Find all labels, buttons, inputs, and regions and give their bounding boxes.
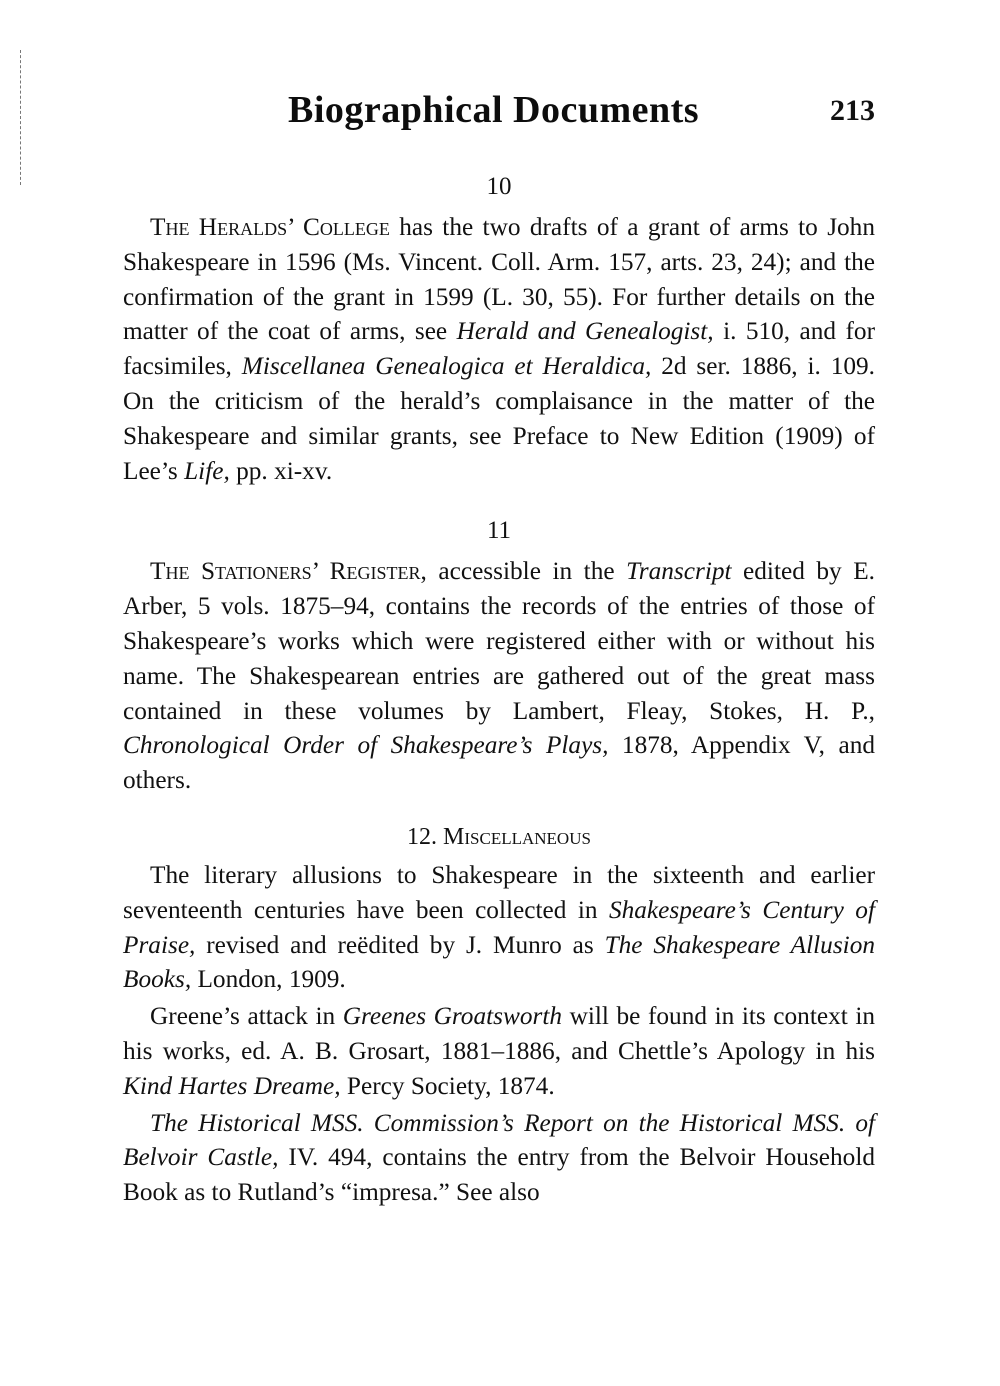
text-segment: Miscellanea Genealogica et Heraldica, xyxy=(241,352,652,381)
section-heading-11: 11 xyxy=(486,517,512,545)
running-title: Biographical Documents xyxy=(288,89,700,131)
text-segment: revised and reëdited by J. Munro as xyxy=(195,930,605,959)
text-segment: Transcript xyxy=(626,557,732,586)
text-segment: accessible in the xyxy=(426,557,627,586)
text-segment: pp. xi-xv. xyxy=(229,456,333,485)
page-body xyxy=(123,170,875,1210)
text-segment: 1878, Appendix V, and others. xyxy=(123,731,875,795)
text-segment: London, 1909. xyxy=(191,965,346,994)
section-12-paragraph-3 xyxy=(123,1106,875,1210)
section-heading-10: 10 xyxy=(486,173,512,200)
text-segment: The Stationers’ Register, xyxy=(150,557,427,586)
page-header xyxy=(123,88,875,138)
text-segment: 2d ser. 1886, i. 109. On the criticism of the herald’s complaisance in the matter of the Shakespeare and similar grants, see Preface to New Edition (1909) of Lee’s xyxy=(123,352,875,485)
text-segment: Shakespeare’s Century of Praise, xyxy=(123,895,875,959)
text-segment: will be found in its context in his works, ed. A. B. Grosart, 1881–1886, and Chettle’s Apology in his xyxy=(123,1002,876,1065)
text-segment: Greene’s attack in xyxy=(150,1002,343,1031)
section-12-paragraph-2 xyxy=(123,999,875,1103)
text-segment: Kind Hartes Dreame, xyxy=(123,1071,341,1100)
text-segment: The Heralds’ College xyxy=(150,213,390,241)
text-segment: i. 510, and for facsimiles, xyxy=(123,317,875,381)
text-segment: edited by E. Arber, 5 vols. 1875–94, contains the records of the entries of those of Shakespeare’s works which were registered either with or without his name. The Shakespearean entries are gathered out of the great mass contained in these volumes by Lambert, Fleay, Stokes, H. P., xyxy=(123,557,875,725)
text-segment: Life, xyxy=(184,456,230,485)
text-segment: The Shakespeare Allusion Books, xyxy=(123,930,876,994)
section-10-paragraph xyxy=(123,210,875,488)
text-segment: Greenes Groatsworth xyxy=(342,1002,563,1031)
margin-dashed-line xyxy=(20,50,21,185)
text-segment: The literary allusions to Shakespeare in the sixteenth and earlier seventeenth centuries have been collected in xyxy=(123,860,875,924)
page-number: 213 xyxy=(830,94,875,127)
text-segment: IV. 494, contains the entry from the Belvoir Household Book as to Rutland’s “impresa.” See also xyxy=(123,1143,875,1207)
section-heading-12: 12. Miscellaneous xyxy=(407,823,591,850)
text-segment: Chronological Order of Shakespeare’s Plays, xyxy=(123,731,609,760)
text-segment: Percy Society, 1874. xyxy=(340,1071,555,1100)
text-segment: Herald and Genealogist, xyxy=(456,317,714,346)
text-segment: The Historical MSS. Commission’s Report on the Historical MSS. of Belvoir Castle, xyxy=(123,1108,875,1172)
text-segment: has the two drafts of a grant of arms to John Shakespeare in 1596 (Ms. Vincent. Coll. Arm. 157, arts. 23, 24); and the confirmation of the grant in 1599 (L. 30, 55). For further details on the matter of the coat of arms, see xyxy=(123,213,875,346)
section-11-paragraph xyxy=(123,554,875,798)
section-12-paragraph-1 xyxy=(123,858,875,997)
